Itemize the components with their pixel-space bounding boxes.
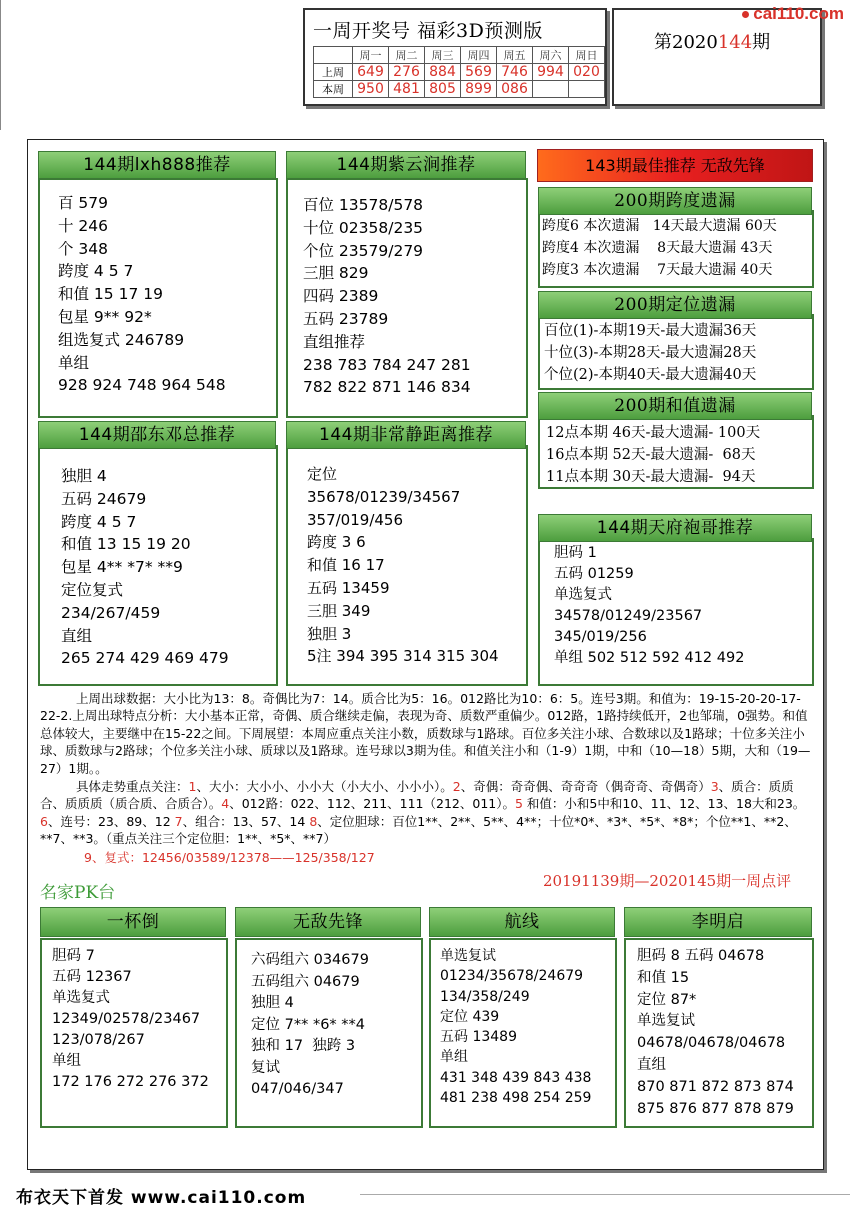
panel-shao-title: 144期邵东邓总推荐 (38, 421, 276, 449)
panel-line: 独和 17 独跨 3 (251, 1038, 356, 1054)
weekly-draw-box (303, 8, 607, 106)
panel-line: 238 783 784 247 281 (303, 355, 471, 374)
weekday-thu: 周四 (461, 47, 497, 64)
panel-line: 单选复式 (554, 587, 612, 603)
weekly-draw-title: 一周开奖号 福彩3D预测版 (313, 20, 543, 42)
panel-feichang (286, 445, 528, 686)
weekday-sun: 周日 (569, 47, 605, 64)
pk-label: 名家PK台 (40, 883, 116, 903)
panel-line: 和值 15 (637, 969, 690, 986)
panel-line: 5注 394 395 314 315 304 (307, 647, 499, 666)
pk-expert-3-content (440, 946, 591, 1108)
issue-number: 第2020144期 (654, 32, 771, 53)
panel-line: 独胆 4 (61, 467, 107, 485)
best-recommend-banner: 143期最佳推荐 无敌先锋 (537, 149, 813, 182)
weekday-sat: 周六 (533, 47, 569, 64)
analysis-paragraph-1: 上周出球数据：大小比为13：8。奇偶比为7：14。质合比为5：16。012路比为10：6：5。连号3期。和值为：19-15-20-20-17-22-2.上周出球特点分析：大小基本正常，奇偶、质合继续走偏，表现为奇、质数严重偏少。012路，1路持续低开，2也邹瑞，0强势。和值总体较大，主要继中在15-22之间。下周展望：本周应重点关注小数，质数球与1路球。百位多关注小球、合数球以及1路球；十位多关注小球、质数球与2路球；个位多关注小球、质球以及1路球。连号球以3期为佳。和值关注小和（1-9）1期，中和（10—18）5期，大和（19—27）1期。。 (40, 691, 811, 776)
panel-feichang-title: 144期非常静距离推荐 (286, 421, 526, 449)
panel-line: 345/019/256 (554, 629, 647, 645)
panel-line: 12349/02578/23467 (52, 1011, 201, 1027)
panel-line: 04678/04678/04678 (637, 1035, 786, 1052)
weekday-tue: 周二 (389, 47, 425, 64)
panel-line: 和值 13 15 19 20 (61, 535, 191, 554)
panel-line: 五码 23789 (303, 309, 389, 328)
analysis-paragraph-2: 具体走势重点关注：1、大小：大小小、小小大（小大小、小小小）。2、奇偶：奇奇偶、奇奇奇（偶奇奇、奇偶奇）3、质合：质质合、质质质（质合质、合质合）。4、012路：022、112、211、111（212、011）。5 和值：小和5中和10、11、12、13、18大和23。6、连号：23、89、12 7、组合：13、57、14 8、定位胆球：百位1**、2**、5**、4**；十位*0*、*3*、*5*、*8*；个位**1、**2、**7、**3。（重点关注三个定位胆：1**、*5*、**7） (40, 779, 806, 847)
panel-line: 172 176 272 276 372 (52, 1074, 209, 1090)
weekday-mon: 周一 (353, 47, 389, 64)
panel-line: 六码组六 034679 (251, 952, 369, 968)
panel-line: 34578/01249/23567 (554, 608, 703, 624)
panel-line: 782 822 871 146 834 (303, 378, 471, 397)
panel-kuadu-content (542, 215, 777, 281)
panel-lxh888-title: 144期lxh888推荐 (38, 151, 276, 179)
panel-line: 01234/35678/24679 (440, 968, 584, 985)
panel-line: 跨度3 本次遗漏 7天最大遗漏 40天 (542, 262, 773, 278)
panel-tianfu (538, 538, 814, 686)
last-week-row: 上周 649 276 884 569 746 994 020 (314, 64, 605, 81)
analysis-fushi: 9、复式：12456/03589/12378——125/358/127 (84, 850, 375, 865)
panel-line: 定位复式 (61, 580, 124, 599)
panel-line: 单组 (440, 1049, 468, 1066)
panel-line: 组选复式 246789 (58, 330, 185, 349)
site-logo[interactable]: cai110.com (742, 4, 844, 24)
panel-hezhi-title: 200期和值遗漏 (538, 392, 812, 420)
panel-ziyun (286, 178, 528, 418)
panel-line: 五码 01259 (554, 566, 634, 582)
panel-line: 个位(2)-本期40天-最大遗漏40天 (544, 367, 757, 383)
pk-expert-4 (624, 938, 814, 1128)
panel-line: 和值 15 17 19 (58, 285, 163, 304)
panel-line: 定位 87* (637, 991, 697, 1008)
panel-shao (38, 445, 278, 686)
panel-ziyun-title: 144期紫云涧推荐 (286, 151, 526, 179)
panel-lxh888 (38, 178, 278, 418)
panel-line: 百 579 (58, 194, 109, 212)
footer-divider (360, 1194, 850, 1195)
panel-kuadu-title: 200期跨度遗漏 (538, 187, 812, 215)
weekday-wed: 周三 (425, 47, 461, 64)
panel-line: 跨度 4 5 7 (58, 262, 134, 281)
panel-line: 复试 (251, 1059, 280, 1076)
left-margin-line (0, 0, 1, 130)
panel-line: 265 274 429 469 479 (61, 649, 229, 668)
this-week-row: 本周 950 481 805 899 086 (314, 81, 605, 98)
panel-line: 875 876 877 878 879 (637, 1100, 794, 1117)
panel-line: 个位 23579/279 (303, 241, 424, 260)
panel-line: 十位 02358/235 (303, 218, 424, 237)
weekly-draw-table (313, 46, 605, 98)
panel-line: 定位 (307, 465, 338, 483)
panel-line: 单组 (52, 1053, 81, 1069)
pk-expert-3 (429, 938, 617, 1128)
panel-line: 五码 13489 (440, 1029, 517, 1046)
panel-line: 定位 7** *6* **4 (251, 1016, 366, 1033)
panel-line: 五码 12367 (52, 969, 132, 985)
panel-line: 五码 13459 (307, 578, 390, 597)
panel-line: 单选复试 (637, 1013, 695, 1030)
panel-line: 三胆 349 (307, 601, 371, 620)
panel-dingwei (538, 314, 814, 390)
panel-hezhi-content (546, 422, 760, 488)
panel-line: 胆码 8 五码 04678 (637, 948, 765, 964)
panel-line: 047/046/347 (251, 1081, 344, 1097)
panel-line: 定位 439 (440, 1008, 500, 1025)
panel-line: 134/358/249 (440, 988, 530, 1005)
panel-line: 包星 9** 92* (58, 307, 152, 326)
panel-line: 单选复式 (52, 990, 110, 1006)
panel-lxh888-content (58, 192, 226, 397)
pk-expert-4-content (637, 946, 794, 1120)
panel-shao-content (61, 465, 229, 670)
footer-source: 布衣天下首发 www.cai110.com (16, 1188, 307, 1208)
panel-tianfu-content (554, 543, 744, 669)
panel-line: 12点本期 46天-最大遗漏- 100天 (546, 425, 761, 441)
panel-feichang-content (307, 463, 499, 668)
panel-line: 431 348 439 843 438 (440, 1069, 592, 1086)
panel-line: 独胆 3 (307, 624, 352, 643)
panel-line: 928 924 748 964 548 (58, 376, 226, 395)
panel-line: 16点本期 52天-最大遗漏- 68天 (546, 447, 756, 463)
panel-line: 870 871 872 873 874 (637, 1078, 794, 1095)
pk-expert-4-name: 李明启 (624, 907, 812, 937)
panel-line: 十位(3)-本期28天-最大遗漏28天 (544, 345, 757, 361)
pk-expert-1-content (52, 946, 209, 1093)
panel-line: 11点本期 30天-最大遗漏- 94天 (546, 469, 756, 485)
pk-expert-1-name: 一杯倒 (40, 907, 226, 937)
panel-hezhi (538, 415, 814, 489)
panel-line: 直组推荐 (303, 332, 366, 351)
panel-ziyun-content (303, 194, 471, 399)
panel-line: 胆码 1 (554, 545, 597, 561)
pk-period: 20191139期—2020145期一周点评 (543, 872, 792, 890)
panel-line: 百位(1)-本期19天-最大遗漏36天 (544, 323, 757, 339)
panel-line: 百位 13578/578 (303, 196, 424, 214)
panel-line: 和值 16 17 (307, 556, 385, 575)
panel-line: 123/078/267 (52, 1032, 145, 1048)
panel-kuadu (538, 210, 814, 288)
panel-line: 357/019/456 (307, 510, 403, 529)
panel-line: 包星 4** *7* **9 (61, 558, 183, 577)
panel-line: 跨度6 本次遗漏 14天最大遗漏 60天 (542, 218, 777, 234)
panel-dingwei-title: 200期定位遗漏 (538, 291, 812, 319)
panel-dingwei-content (544, 320, 756, 386)
panel-line: 单组 (58, 353, 90, 372)
pk-expert-2-name: 无敌先锋 (235, 907, 421, 937)
panel-line: 跨度 4 5 7 (61, 512, 137, 531)
pk-expert-3-name: 航线 (429, 907, 615, 937)
panel-line: 跨度4 本次遗漏 8天最大遗漏 43天 (542, 240, 773, 256)
panel-line: 独胆 4 (251, 995, 294, 1011)
panel-tianfu-title: 144期天府袍哥推荐 (538, 514, 812, 542)
pk-expert-2 (235, 938, 423, 1128)
panel-line: 直组 (61, 626, 93, 645)
panel-line: 个 348 (58, 239, 109, 258)
panel-line: 单选复试 (440, 948, 496, 964)
logo-dot-icon (742, 11, 749, 18)
panel-line: 234/267/459 (61, 603, 161, 622)
panel-line: 跨度 3 6 (307, 533, 366, 552)
panel-line: 三胆 829 (303, 264, 369, 283)
weekday-fri: 周五 (497, 47, 533, 64)
panel-line: 单组 502 512 592 412 492 (554, 650, 745, 666)
panel-line: 35678/01239/34567 (307, 487, 461, 506)
panel-line: 胆码 7 (52, 948, 95, 964)
panel-line: 五码组六 04679 (251, 973, 360, 990)
pk-expert-2-content (251, 950, 369, 1101)
panel-line: 四码 2389 (303, 287, 379, 306)
panel-line: 十 246 (58, 216, 109, 235)
panel-line: 481 238 498 254 259 (440, 1090, 592, 1107)
panel-line: 五码 24679 (61, 489, 147, 508)
panel-line: 直组 (637, 1056, 666, 1073)
pk-expert-1 (40, 938, 228, 1128)
